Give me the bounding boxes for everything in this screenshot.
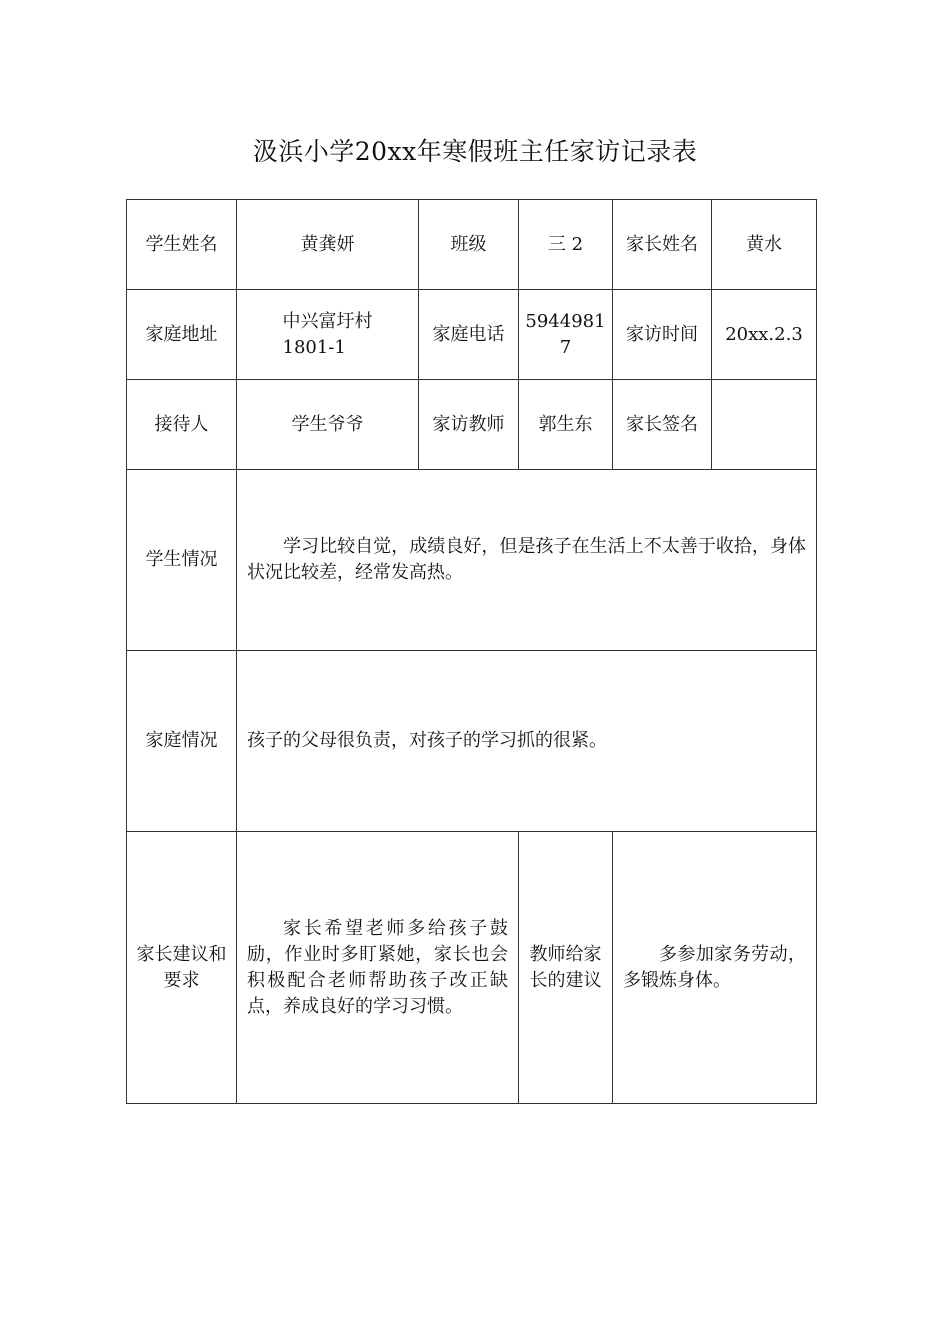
address-line-1: 中兴富圩村 — [282, 310, 373, 332]
student-name-value: 黄龚妍 — [237, 200, 419, 290]
table-row-basic-info — [127, 200, 817, 290]
teacher-suggestion-text: 多参加家务劳动，多锻炼身体。 — [623, 943, 806, 991]
table-row-contact-info — [127, 290, 817, 380]
student-situation-label: 学生情况 — [127, 470, 237, 651]
home-visit-record-table — [126, 199, 817, 1104]
teacher-suggestion-label: 教师给家长的建议 — [519, 832, 613, 1104]
page-title: 汲浜小学20xx年寒假班主任家访记录表 — [252, 137, 698, 166]
table-row-student-situation — [127, 470, 817, 651]
table-row-family-situation — [127, 651, 817, 832]
address-cell — [237, 290, 419, 380]
family-situation-cell — [237, 651, 817, 832]
parent-name-value: 黄水 — [712, 200, 817, 290]
student-name-label: 学生姓名 — [127, 200, 237, 290]
receiver-value: 学生爷爷 — [237, 380, 419, 470]
class-label: 班级 — [419, 200, 519, 290]
signature-value — [712, 380, 817, 470]
address-line-2: 1801-1 — [282, 336, 346, 358]
parent-suggestion-cell — [237, 832, 519, 1104]
family-situation-label: 家庭情况 — [127, 651, 237, 832]
signature-label: 家长签名 — [613, 380, 712, 470]
student-situation-text: 学习比较自觉，成绩良好，但是孩子在生活上不太善于收拾，身体状况比较差，经常发高热。 — [247, 536, 806, 583]
parent-suggestion-text: 家长希望老师多给孩子鼓励，作业时多盯紧她，家长也会积极配合老师帮助孩子改正缺点，养成良好的学习习惯。 — [247, 917, 508, 1017]
teacher-label: 家访教师 — [419, 380, 519, 470]
teacher-suggestion-cell — [613, 832, 817, 1104]
parent-name-label: 家长姓名 — [613, 200, 712, 290]
teacher-value: 郭生东 — [519, 380, 613, 470]
parent-suggestion-label: 家长建议和要求 — [127, 832, 237, 1104]
family-situation-text: 孩子的父母很负责，对孩子的学习抓的很紧。 — [247, 730, 607, 751]
visit-time-value: 20xx.2.3 — [712, 290, 817, 380]
table-row-suggestions — [127, 832, 817, 1104]
receiver-label: 接待人 — [127, 380, 237, 470]
table-row-visit-info — [127, 380, 817, 470]
class-value: 三 2 — [519, 200, 613, 290]
visit-time-label: 家访时间 — [613, 290, 712, 380]
address-label: 家庭地址 — [127, 290, 237, 380]
address-value — [283, 309, 373, 361]
student-situation-cell — [237, 470, 817, 651]
phone-label: 家庭电话 — [419, 290, 519, 380]
phone-value: 59449817 — [519, 290, 613, 380]
